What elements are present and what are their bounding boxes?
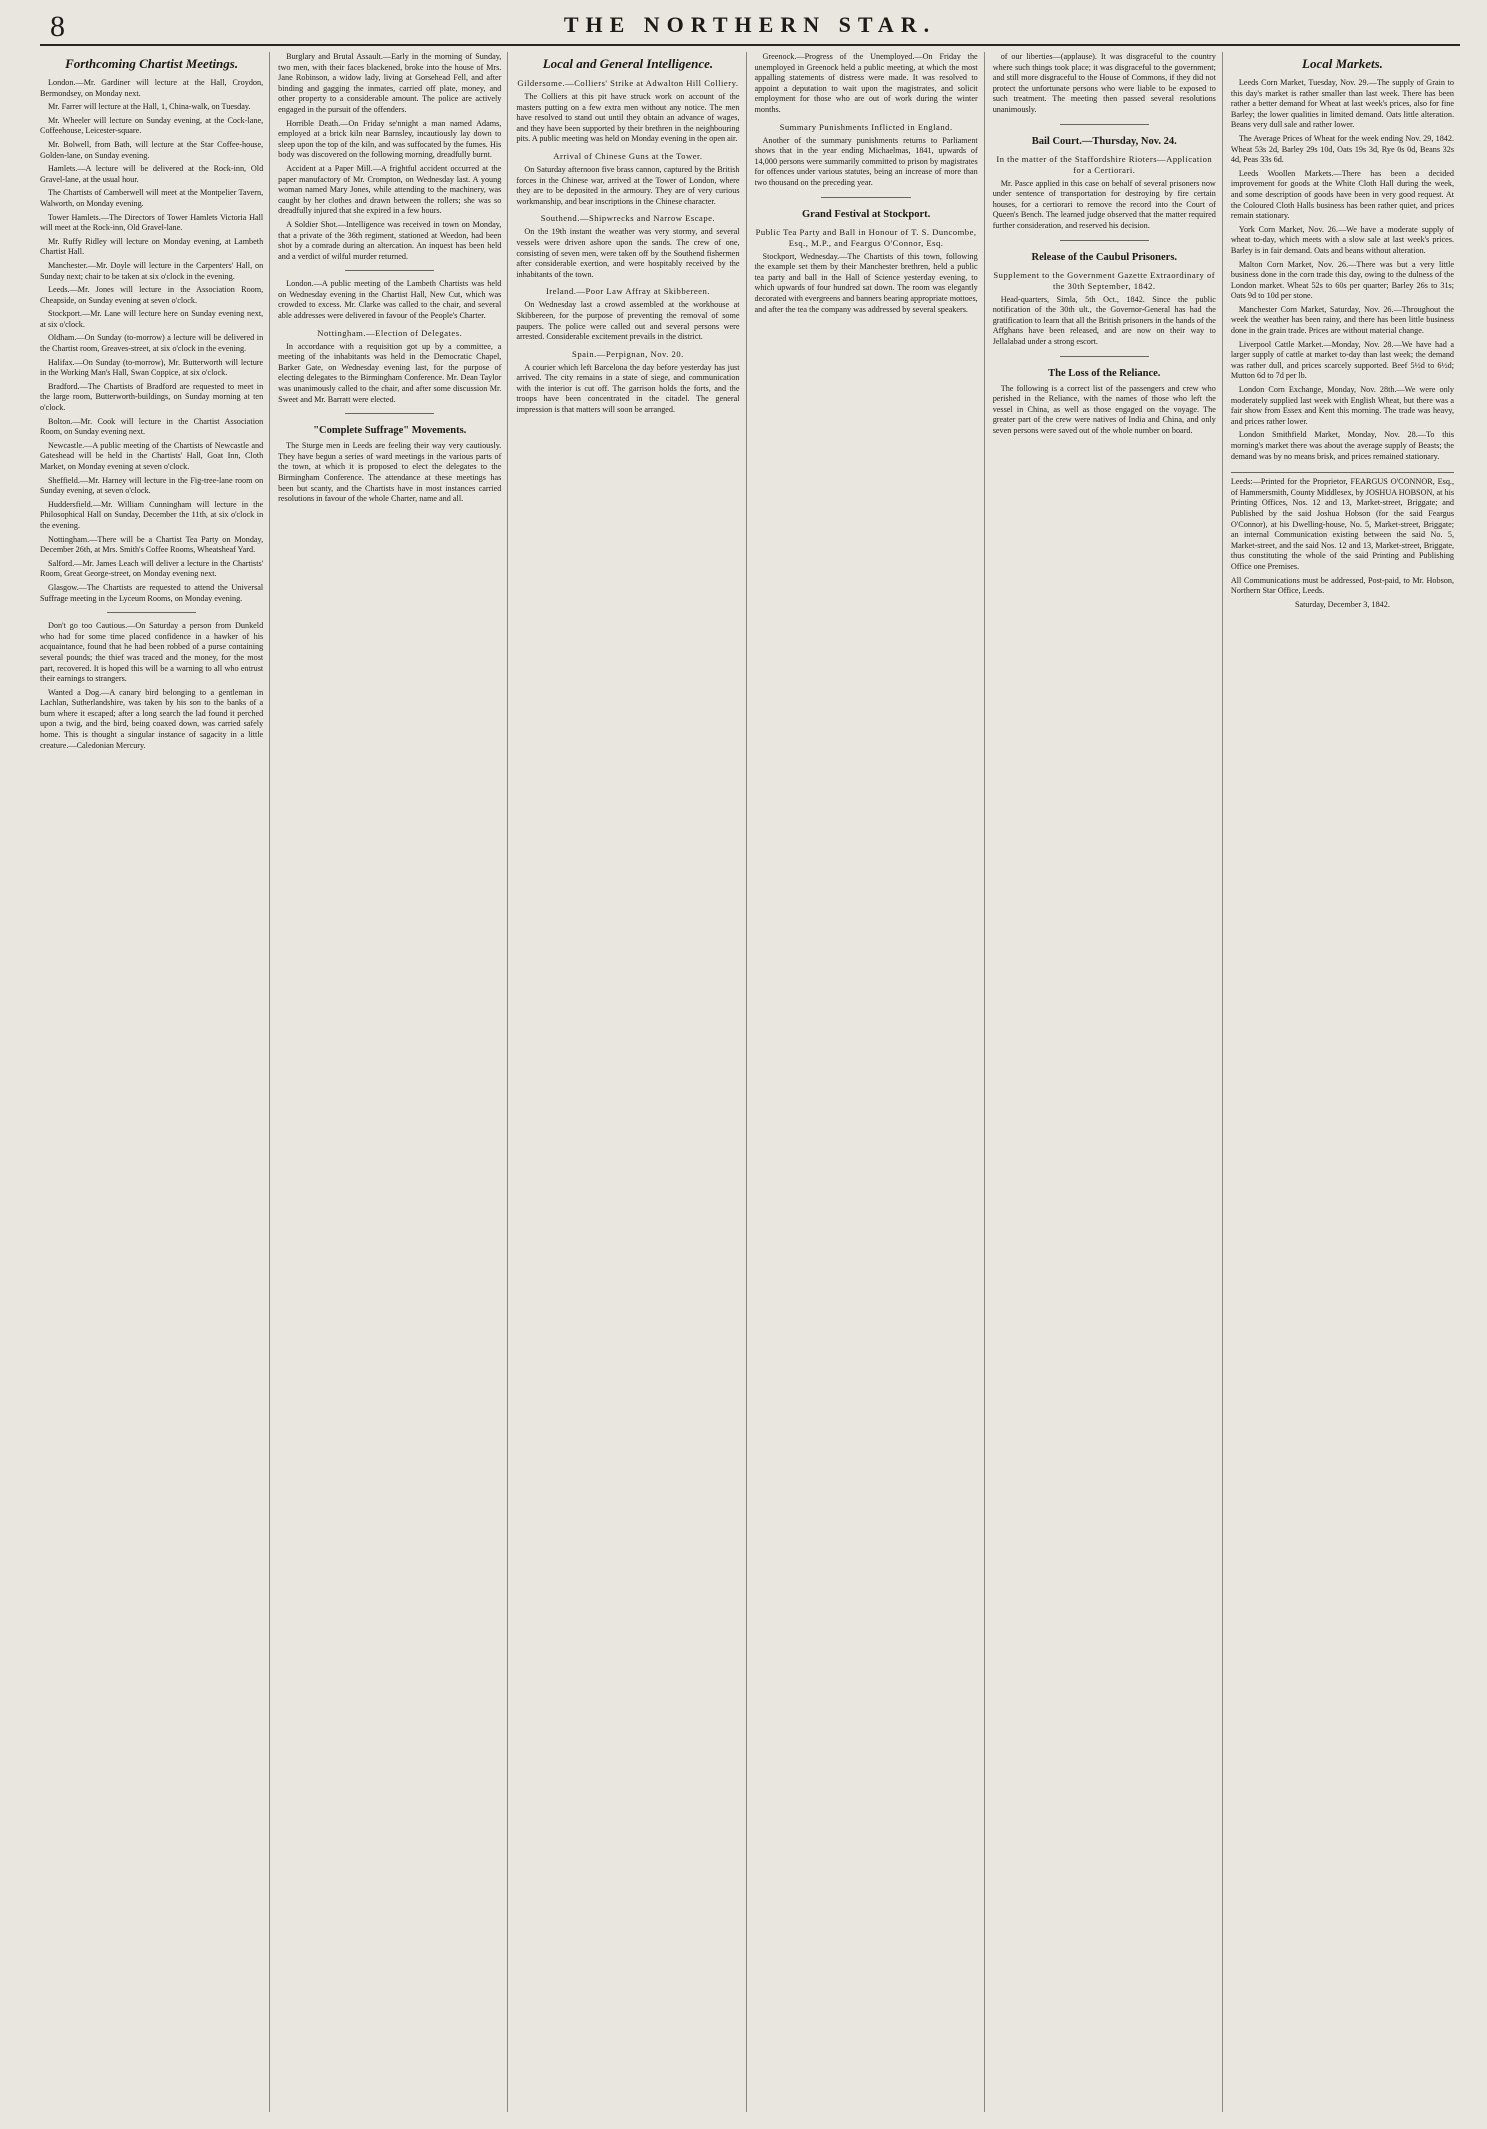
article-heading: "Complete Suffrage" Movements. bbox=[313, 425, 467, 437]
article-paragraph: Head-quarters, Simla, 5th Oct., 1842. Since the public notification of the 30th ult., the Governor-General has had the gratification to learn that all the British prisoners in the hands of the Affghans have been released, and are now on their way to Jellalabad under a strong escort. bbox=[992, 294, 1216, 346]
article-paragraph: of our liberties—(applause). It was disgraceful to the country where such things took place; it was disgraceful to the government; and still more disgraceful to the House of Commons, if they did not protect the unfortunate persons who were liable to be exposed to such treatment. The meeting then passed several resolutions unanimously. bbox=[992, 52, 1216, 114]
article-paragraph: The Sturge men in Leeds are feeling their way very cautiously. They have begun a series of ward meetings in the various parts of the town, at which it is proposed to elect the delegates to the Birmingham Conference. The attendance at these meetings has been but scanty, and the Chartists have in most instances carried resolutions in favour of the whole Charter, name and all. bbox=[278, 441, 502, 504]
news-item: Accident at a Paper Mill.—A frightful accident occurred at the paper manufactory of Mr. Crompton, on Wednesday last. A young woman named Mary Jones, while attending to the machinery, was caught by her clothes and drawn between the rollers; she was so dreadfully injured that she expired in a few hours. bbox=[278, 163, 502, 216]
article-paragraph: Greenock.—Progress of the Unemployed.—On Friday the unemployed in Greenock held a public meeting, at which the most appalling statements of distress were made. It was resolved to appoint a deputation to wait upon the magistrates, and solicit employment for those who are out of work during the winter months. bbox=[754, 52, 978, 114]
article-heading: Spain.—Perpignan, Nov. 20. bbox=[572, 348, 684, 359]
column-2 bbox=[278, 52, 508, 2112]
article-paragraph: On Saturday afternoon five brass cannon, captured by the British forces in the Chinese war, arrived at the Tower of London, where they are to be deposited in the armoury. They are of very curious workmanship, and bear inscriptions in the Chinese character. bbox=[516, 164, 740, 206]
article-heading: Bail Court.—Thursday, Nov. 24. bbox=[1031, 135, 1177, 147]
article-heading: Nottingham.—Election of Delegates. bbox=[317, 327, 463, 338]
news-items bbox=[278, 52, 501, 262]
article-subheading: Supplement to the Government Gazette Extraordinary of the 30th September, 1842. bbox=[993, 269, 1216, 291]
meeting-notice: Salford.—Mr. James Leach will deliver a lecture in the Chartists' Room, Great George-street, on Monday evening next. bbox=[40, 558, 264, 579]
article-paragraph: In accordance with a requisition got up by a committee, a meeting of the inhabitants was held in the Democratic Chapel, Barker Gate, on Wednesday evening last, for the purpose of electing delegates to the Birmingham Conference. Mr. Dean Taylor was unanimously called to the chair, and after some discussion Mr. Sweet and Mr. Barratt were elected. bbox=[278, 341, 502, 404]
issue-date: Saturday, December 3, 1842. bbox=[1294, 599, 1390, 609]
meeting-notice: London.—Mr. Gardiner will lecture at the Hall, Croydon, Bermondsey, on Monday next. bbox=[40, 78, 264, 98]
market-report: London Smithfield Market, Monday, Nov. 28.—To this morning's market there was about the average supply of Beasts; the demand was by no means brisk, and prices remained stationary. bbox=[1230, 430, 1455, 461]
market-report: Liverpool Cattle Market.—Monday, Nov. 28.—We have had a larger supply of cattle at market to-day than last week; the demand was rather dull, and prices scarcely supported. Beef 5½d to 6½d; Mutton 6d to 7d per lb. bbox=[1230, 339, 1455, 381]
meeting-notice: Mr. Bolwell, from Bath, will lecture at the Star Coffee-house, Golden-lane, on Sunday evening. bbox=[40, 139, 264, 160]
meeting-notice: Hamlets.—A lecture will be delivered at the Rock-inn, Old Gravel-lane, at the usual hour. bbox=[40, 164, 264, 184]
divider bbox=[345, 270, 434, 271]
column-1 bbox=[40, 52, 270, 2112]
article-paragraph: The following is a correct list of the passengers and crew who perished in the Reliance, with the names of those who left the vessel in China, as well as those engaged on the voyage. The greater part of the crew were natives of India and China, and only seven persons were saved out of the whole number on board. bbox=[992, 383, 1216, 435]
article-paragraph: On Wednesday last a crowd assembled at the workhouse at Skibbereen, for the purpose of preventing the removal of some paupers. The police were called out and several persons were arrested. Considerable excitement prevails in the district. bbox=[516, 300, 740, 342]
imprint-text: Leeds:—Printed for the Proprietor, FEARGUS O'CONNOR, Esq., of Hammersmith, County Middlesex, by JOSHUA HOBSON, at his Printing Offices, Nos. 12 and 13, Market-street, Briggate; and Published by the said Joshua Hobson (for the said Feargus O'Connor), at his Dwelling-house, No. 5, Market-street, Briggate; an internal Communication existing between the said No. 5, Market-street, and the said Nos. 12 and 13, Market-street, Briggate, thus constituting the whole of the said Printing and Publishing Office one Premises. bbox=[1230, 477, 1455, 571]
section-heading: Local and General Intelligence. bbox=[542, 56, 714, 71]
article-subheading: In the matter of the Staffordshire Rioters—Application for a Certiorari. bbox=[996, 153, 1213, 175]
meeting-notice: Nottingham.—There will be a Chartist Tea Party on Monday, December 26th, at Mrs. Smith's Coffee Rooms, Wheatsheaf Yard. bbox=[40, 534, 264, 555]
divider bbox=[821, 197, 910, 198]
article-paragraph: The Colliers at this pit have struck work on account of the masters putting on a few extra men without any notice. The men have resolved to stand out until they obtain an advance of wages, and they have been supported by their brethren in the neighbouring pits. A public meeting was held on Monday evening in the open air. bbox=[516, 92, 740, 144]
market-report: Leeds Woollen Markets.—There has been a decided improvement for goods at the White Cloth Hall during the week, and some description of goods have been in very good request. At the Coloured Cloth Halls business has been rather quiet, and prices remain stationary. bbox=[1230, 168, 1455, 221]
article-paragraph: Don't go too Cautious.—On Saturday a person from Dunkeld who had for some time placed confidence in a hawker of his acquaintance, found that he had been robbed of a purse containing several pounds; the thief was traced and the money, for the most part, recovered. It is hoped this will be a warning to all who entrust their earnings to strangers. bbox=[40, 621, 264, 684]
article-paragraph: A courier which left Barcelona the day before yesterday has just arrived. The city remains in a state of siege, and communication with the interior is cut off. The garrison holds the forts, and the troops have been concentrated in the citadel. The general impression is that matters will soon be arranged. bbox=[516, 362, 740, 415]
paper-title: THE NORTHERN STAR. bbox=[563, 12, 937, 37]
section-heading: Forthcoming Chartist Meetings. bbox=[65, 56, 239, 71]
meeting-notice: Oldham.—On Sunday (to-morrow) a lecture will be delivered in the Chartist room, Greaves-street, at six o'clock in the evening. bbox=[40, 333, 264, 354]
column-5 bbox=[993, 52, 1223, 2112]
market-report: York Corn Market, Nov. 26.—We have a moderate supply of wheat to-day, which meets with a slow sale at last week's prices. Barley is in fair demand. Oats and beans without alteration. bbox=[1230, 224, 1455, 255]
article-heading: Grand Festival at Stockport. bbox=[801, 208, 931, 220]
meeting-notice: Mr. Wheeler will lecture on Sunday evening, at the Cock-lane, Coffeehouse, Leicester-square. bbox=[40, 115, 264, 136]
imprint-address: All Communications must be addressed, Post-paid, to Mr. Hobson, Northern Star Office, Leeds. bbox=[1230, 575, 1455, 596]
article-subheading: Public Tea Party and Ball in Honour of T. S. Duncombe, Esq., M.P., and Feargus O'Connor, Esq. bbox=[755, 226, 977, 248]
article-heading: Summary Punishments Inflicted in England. bbox=[779, 121, 953, 132]
masthead bbox=[40, 10, 1460, 46]
meeting-notice: Tower Hamlets.—The Directors of Tower Hamlets Victoria Hall will meet at the Rock-inn, Old Gravel-lane. bbox=[40, 212, 264, 233]
meeting-notice: Sheffield.—Mr. Harney will lecture in the Fig-tree-lane room on Sunday evening, at seven o'clock. bbox=[40, 475, 264, 496]
market-report: Malton Corn Market, Nov. 26.—There was but a very little business done in the corn trade this day, owing to the dulness of the London market. Wheat 52s to 60s per quarter; Barley 26s to 31s; Oats 9d to 10d per stone. bbox=[1230, 259, 1455, 301]
article-paragraph: On the 19th instant the weather was very stormy, and several vessels were driven ashore upon the sands. The crew of one, consisting of seven men, were taken off by the Southend fishermen after considerable exertion, and were hospitably received by the inhabitants of the town. bbox=[516, 227, 740, 279]
imprint bbox=[1231, 472, 1454, 610]
meeting-notice: The Chartists of Camberwell will meet at the Montpelier Tavern, Walworth, on Monday evening. bbox=[40, 188, 264, 208]
section-heading: Local Markets. bbox=[1302, 56, 1383, 71]
meeting-list bbox=[40, 78, 263, 604]
article-heading: Ireland.—Poor Law Affray at Skibbereen. bbox=[545, 286, 710, 297]
divider bbox=[1060, 124, 1149, 125]
divider bbox=[345, 413, 434, 414]
meeting-notice: Mr. Farrer will lecture at the Hall, 1, China-walk, on Tuesday. bbox=[48, 102, 251, 112]
article-paragraph: Another of the summary punishments returns to Parliament shows that in the year ending Michaelmas, 1841, upwards of 14,000 persons were summarily committed to prison by magistrates for offences under various statutes, being an increase of more than two thousand on the preceding year. bbox=[754, 135, 978, 187]
divider bbox=[107, 612, 196, 613]
article-paragraph: Mr. Pasce applied in this case on behalf of several prisoners now under sentence of transportation for destroying by fire certain houses, for a certiorari to remove the record into the Court of Queen's Bench. The learned judge observed that the matter required further consideration, and reserved his decision. bbox=[992, 178, 1216, 230]
news-item: A Soldier Shot.—Intelligence was received in town on Monday, that a private of the 36th regiment, stationed at Weedon, had been shot by a comrade during an altercation. An inquest has been held and a verdict of wilful murder returned. bbox=[278, 219, 502, 261]
article-heading: Southend.—Shipwrecks and Narrow Escape. bbox=[540, 213, 716, 224]
news-item: Horrible Death.—On Friday se'nnight a man named Adams, employed at a brick kiln near Barnsley, incautiously lay down to sleep upon the top of the kiln, and was suffocated by the fumes. His body was discovered on the following morning, dreadfully burnt. bbox=[278, 118, 502, 160]
article-paragraph: Wanted a Dog.—A canary bird belonging to a gentleman in Lachlan, Sutherlandshire, was taken by his son to the banks of a burn where it escaped; after a long search the lad found it perched upon a twig, and the bird, being coaxed down, was carried safely home. This is thought a singular instance of sagacity in a little creature.—Caledonian Mercury. bbox=[40, 687, 264, 750]
columns bbox=[40, 52, 1460, 2112]
meeting-notice: Bolton.—Mr. Cook will lecture in the Chartist Association Room, on Sunday evening next. bbox=[40, 416, 264, 437]
meeting-notice: Mr. Ruffy Ridley will lecture on Monday evening, at Lambeth Chartist Hall. bbox=[40, 236, 264, 257]
market-report: Leeds Corn Market, Tuesday, Nov. 29.—The supply of Grain to this day's market is rather smaller than last week. There has been rather a better demand for Wheat at last week's prices, also for fine Barley; the lower qualities in limited demand. Oats little alteration. Beans very dull sale and rather lower. bbox=[1230, 78, 1455, 130]
column-3 bbox=[516, 52, 746, 2112]
news-item: Burglary and Brutal Assault.—Early in the morning of Sunday, two men, with their faces blackened, broke into the house of Mrs. Jane Robinson, a widow lady, living at Gorsehead Fell, and after binding and gagging the inmates, carried off plate, money, and other property to a considerable amount. The police are actively engaged in the pursuit of the offenders. bbox=[278, 52, 502, 114]
article-heading: The Loss of the Reliance. bbox=[1048, 367, 1161, 379]
meeting-notice: Newcastle.—A public meeting of the Chartists of Newcastle and Gateshead will be held in the Chartists' Hall, Goat Inn, Cloth Market, on Monday evening at seven o'clock. bbox=[40, 440, 264, 471]
meeting-notice: Leeds.—Mr. Jones will lecture in the Association Room, Cheapside, on Sunday evening at seven o'clock. bbox=[40, 285, 264, 305]
article-heading: Release of the Caubul Prisoners. bbox=[1031, 251, 1178, 263]
column-4 bbox=[755, 52, 985, 2112]
column-6 bbox=[1231, 52, 1460, 2112]
article-paragraph: Stockport, Wednesday.—The Chartists of this town, following the example set them by their Manchester brethren, held a public tea party and ball in the Hall of Science yesterday evening, to which upwards of four hundred sat down. The room was elegantly decorated with evergreens and banners bearing appropriate mottoes, and after the tea the company was addressed by several speakers. bbox=[754, 251, 978, 314]
article-paragraph: London.—A public meeting of the Lambeth Chartists was held on Wednesday evening in the Chartist Hall, New Cut, which was crowded to excess. Mr. Clarke was called to the chair, and several able addresses were delivered in favour of the People's Charter. bbox=[278, 279, 502, 321]
article-heading: Gildersome.—Colliers' Strike at Adwalton Hill Colliery. bbox=[517, 78, 739, 88]
page-number: 8 bbox=[50, 10, 65, 43]
meeting-notice: Halifax.—On Sunday (to-morrow), Mr. Butterworth will lecture in the Working Man's Hall, Swan Coppice, at six o'clock. bbox=[40, 357, 264, 378]
divider bbox=[1060, 240, 1149, 241]
meeting-notice: Huddersfield.—Mr. William Cunningham will lecture in the Philosophical Hall on Sunday, December the 11th, at six o'clock in the evening. bbox=[40, 499, 264, 530]
market-report: London Corn Exchange, Monday, Nov. 28th.—We were only moderately supplied last week with English Wheat, but there was a fair show from Essex and Kent this morning. The trade was heavy, and prices rather lower. bbox=[1230, 385, 1455, 426]
meeting-notice: Glasgow.—The Chartists are requested to attend the Universal Suffrage meeting in the Lyceum Rooms, on Monday evening. bbox=[40, 582, 264, 603]
meeting-notice: Bradford.—The Chartists of Bradford are requested to meet in the large room, Butterworth-buildings, on Sunday morning at ten o'clock. bbox=[40, 381, 264, 413]
meeting-notice: Manchester.—Mr. Doyle will lecture in the Carpenters' Hall, on Sunday next; chair to be taken at six o'clock in the evening. bbox=[40, 260, 264, 281]
article-heading: Arrival of Chinese Guns at the Tower. bbox=[553, 150, 703, 161]
market-reports bbox=[1231, 78, 1454, 462]
market-report: Manchester Corn Market, Saturday, Nov. 26.—Throughout the week the weather has been rainy, and there has been little business done in the grain trade. Prices are without material change. bbox=[1230, 304, 1455, 336]
divider bbox=[1060, 356, 1149, 357]
meeting-notice: Stockport.—Mr. Lane will lecture here on Sunday evening next, at six o'clock. bbox=[40, 309, 264, 329]
market-report: The Average Prices of Wheat for the week ending Nov. 29, 1842. Wheat 53s 2d, Barley 29s 10d, Oats 19s 3d, Rye 0s 0d, Beans 32s 4d, Peas 33s 6d. bbox=[1230, 133, 1455, 165]
